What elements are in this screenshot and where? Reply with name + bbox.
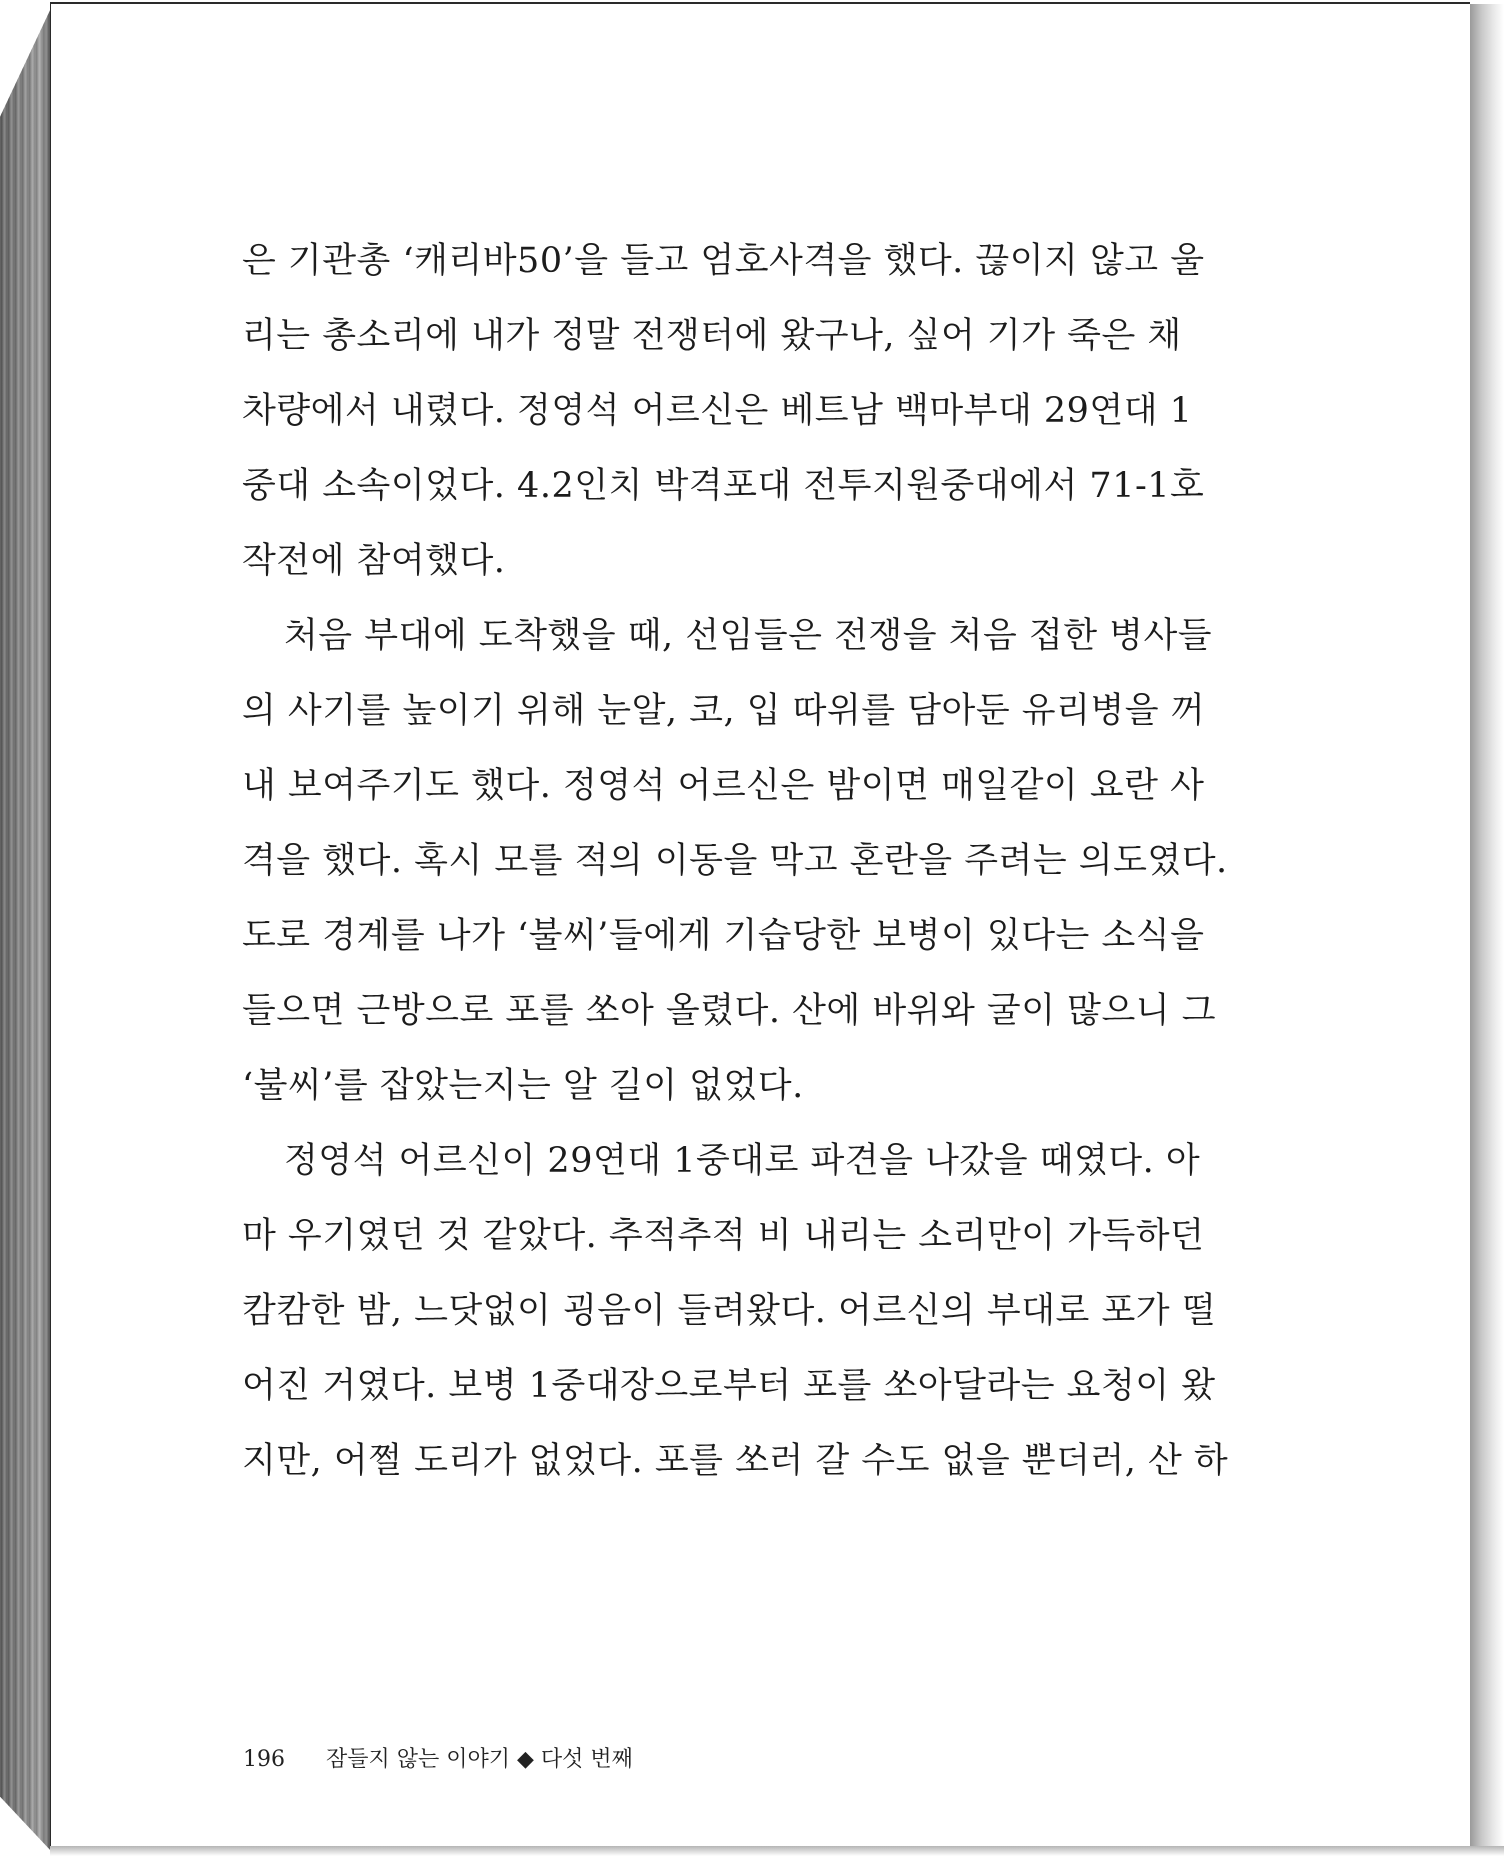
text-line: 중대 소속이었다. 4.2인치 박격포대 전투지원중대에서 71-1호: [242, 466, 1205, 506]
text-line: 어진 거였다. 보병 1중대장으로부터 포를 쏘아달라는 요청이 왔: [242, 1366, 1216, 1406]
page-number: 196: [243, 1747, 285, 1772]
text-line: 정영석 어르신이 29연대 1중대로 파견을 나갔을 때였다. 아: [284, 1141, 1201, 1181]
text-line: 도로 경계를 나가 ‘불씨’들에게 기습당한 보병이 있다는 소식을: [242, 916, 1205, 956]
text-line: 작전에 참여했다.: [242, 541, 506, 581]
text-line: ‘불씨’를 잡았는지는 알 길이 없었다.: [242, 1066, 804, 1106]
text-line: 처음 부대에 도착했을 때, 선임들은 전쟁을 처음 접한 병사들: [284, 616, 1213, 656]
text-line: 은 기관총 ‘캐리바50’을 들고 엄호사격을 했다. 끊이지 않고 울: [242, 241, 1205, 281]
page-footer: [243, 1742, 633, 1773]
text-line: 의 사기를 높이기 위해 눈알, 코, 입 따위를 담아둔 유리병을 꺼: [242, 691, 1205, 731]
page-stack-shade: [0, 6, 52, 1852]
page-shadow-right: [1470, 4, 1504, 1852]
text-line: 캄캄한 밤, 느닷없이 굉음이 들려왔다. 어르신의 부대로 포가 떨: [242, 1291, 1217, 1331]
text-line: 마 우기였던 것 같았다. 추적추적 비 내리는 소리만이 가득하던: [242, 1216, 1205, 1256]
running-title: 잠들지 않는 이야기 ◆ 다섯 번째: [326, 1747, 633, 1772]
text-line: 리는 총소리에 내가 정말 전쟁터에 왔구나, 싶어 기가 죽은 채: [242, 316, 1182, 356]
text-line: 차량에서 내렸다. 정영석 어르신은 베트남 백마부대 29연대 1: [242, 391, 1193, 431]
text-line: 지만, 어쩔 도리가 없었다. 포를 쏘러 갈 수도 없을 뿐더러, 산 하: [242, 1441, 1229, 1481]
body-text: [242, 224, 1229, 1499]
text-line: 내 보여주기도 했다. 정영석 어르신은 밤이면 매일같이 요란 사: [242, 766, 1205, 806]
text-line: 격을 했다. 혹시 모를 적의 이동을 막고 혼란을 주려는 의도였다.: [242, 841, 1228, 881]
page-shadow-bottom: [50, 1846, 1504, 1856]
text-line: 들으면 근방으로 포를 쏘아 올렸다. 산에 바위와 굴이 많으니 그: [242, 991, 1217, 1031]
